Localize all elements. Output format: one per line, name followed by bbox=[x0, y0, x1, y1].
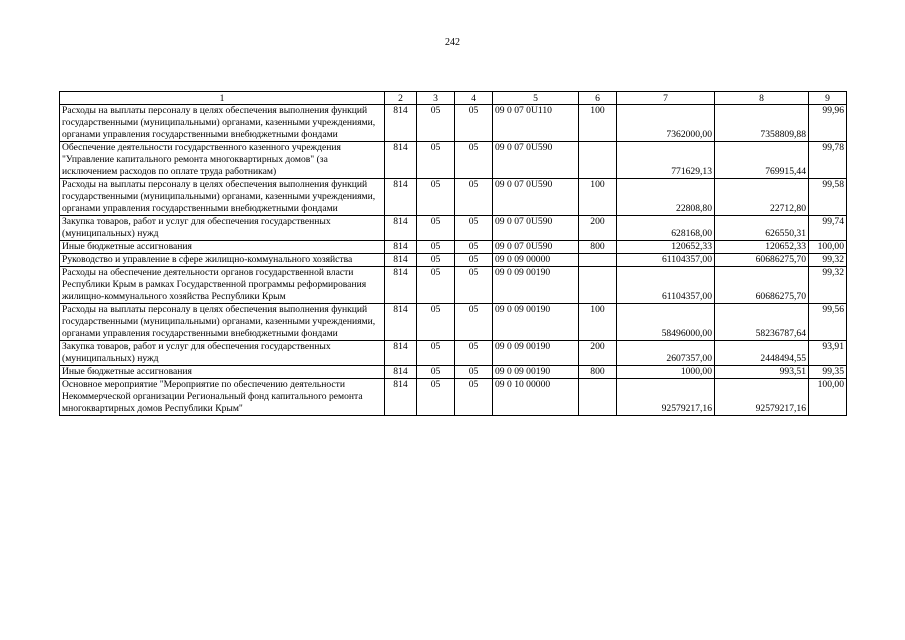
table-row bbox=[60, 341, 847, 366]
row-amount-planned: 1000,00 bbox=[617, 366, 715, 379]
row-code-4: 05 bbox=[455, 341, 493, 366]
column-header: 7 bbox=[617, 92, 715, 105]
row-code-4: 05 bbox=[455, 105, 493, 142]
row-code-6 bbox=[579, 379, 617, 416]
row-percent: 99,58 bbox=[809, 179, 847, 216]
row-percent: 99,74 bbox=[809, 216, 847, 241]
row-amount-executed: 993,51 bbox=[715, 366, 809, 379]
column-header: 3 bbox=[417, 92, 455, 105]
row-amount-executed: 2448494,55 bbox=[715, 341, 809, 366]
row-amount-planned: 2607357,00 bbox=[617, 341, 715, 366]
row-code-2: 814 bbox=[385, 142, 417, 179]
row-percent: 99,96 bbox=[809, 105, 847, 142]
row-code-2: 814 bbox=[385, 254, 417, 267]
column-header: 9 bbox=[809, 92, 847, 105]
budget-table bbox=[59, 91, 847, 416]
row-code-2: 814 bbox=[385, 379, 417, 416]
row-code-4: 05 bbox=[455, 304, 493, 341]
row-percent: 99,78 bbox=[809, 142, 847, 179]
row-amount-executed: 626550,31 bbox=[715, 216, 809, 241]
row-amount-planned: 628168,00 bbox=[617, 216, 715, 241]
row-amount-executed: 769915,44 bbox=[715, 142, 809, 179]
row-code-3: 05 bbox=[417, 105, 455, 142]
row-code-2: 814 bbox=[385, 341, 417, 366]
table-row bbox=[60, 304, 847, 341]
row-code-3: 05 bbox=[417, 142, 455, 179]
row-code-5: 09 0 07 0U590 bbox=[493, 241, 579, 254]
row-code-5: 09 0 09 00190 bbox=[493, 366, 579, 379]
row-code-6: 800 bbox=[579, 241, 617, 254]
column-header: 2 bbox=[385, 92, 417, 105]
row-description: Расходы на выплаты персоналу в целях обеспечения выполнения функций государственными (муниципальными) органами, казенными учреждениями, органами управления государственными внебюджетными фондами bbox=[60, 105, 385, 142]
row-amount-planned: 61104357,00 bbox=[617, 254, 715, 267]
row-amount-executed: 60686275,70 bbox=[715, 267, 809, 304]
row-amount-executed: 22712,80 bbox=[715, 179, 809, 216]
row-code-4: 05 bbox=[455, 216, 493, 241]
row-percent: 99,56 bbox=[809, 304, 847, 341]
row-description: Основное мероприятие "Мероприятие по обеспечению деятельности Некоммерческой организации Региональный фонд капитального ремонта многоквартирных домов Республики Крым" bbox=[60, 379, 385, 416]
row-code-6 bbox=[579, 254, 617, 267]
column-header: 1 bbox=[60, 92, 385, 105]
row-percent: 100,00 bbox=[809, 241, 847, 254]
column-header: 6 bbox=[579, 92, 617, 105]
row-code-3: 05 bbox=[417, 216, 455, 241]
row-percent: 93,91 bbox=[809, 341, 847, 366]
row-code-3: 05 bbox=[417, 341, 455, 366]
row-code-2: 814 bbox=[385, 304, 417, 341]
row-code-2: 814 bbox=[385, 105, 417, 142]
row-amount-planned: 61104357,00 bbox=[617, 267, 715, 304]
row-code-5: 09 0 10 00000 bbox=[493, 379, 579, 416]
table-header-row bbox=[60, 92, 847, 105]
row-code-2: 814 bbox=[385, 179, 417, 216]
row-amount-planned: 92579217,16 bbox=[617, 379, 715, 416]
row-description: Расходы на выплаты персоналу в целях обеспечения выполнения функций государственными (муниципальными) органами, казенными учреждениями, органами управления государственными внебюджетными фондами bbox=[60, 179, 385, 216]
row-amount-executed: 7358809,88 bbox=[715, 105, 809, 142]
row-code-5: 09 0 07 0U590 bbox=[493, 142, 579, 179]
row-code-6: 200 bbox=[579, 341, 617, 366]
row-code-2: 814 bbox=[385, 366, 417, 379]
row-code-3: 05 bbox=[417, 379, 455, 416]
row-code-3: 05 bbox=[417, 179, 455, 216]
row-code-4: 05 bbox=[455, 179, 493, 216]
row-code-4: 05 bbox=[455, 254, 493, 267]
row-amount-planned: 771629,13 bbox=[617, 142, 715, 179]
row-code-6: 100 bbox=[579, 304, 617, 341]
row-code-6 bbox=[579, 267, 617, 304]
row-code-6: 100 bbox=[579, 179, 617, 216]
page-number: 242 bbox=[445, 37, 460, 48]
row-percent: 99,32 bbox=[809, 254, 847, 267]
row-description: Руководство и управление в сфере жилищно-коммунального хозяйства bbox=[60, 254, 385, 267]
row-description: Обеспечение деятельности государственного казенного учреждения "Управление капитального ремонта многоквартирных домов" (за исключением расходов по оплате труда работникам) bbox=[60, 142, 385, 179]
row-amount-executed: 58236787,64 bbox=[715, 304, 809, 341]
column-header: 4 bbox=[455, 92, 493, 105]
column-header: 8 bbox=[715, 92, 809, 105]
row-code-3: 05 bbox=[417, 254, 455, 267]
row-description: Иные бюджетные ассигнования bbox=[60, 241, 385, 254]
column-header: 5 bbox=[493, 92, 579, 105]
row-amount-executed: 120652,33 bbox=[715, 241, 809, 254]
row-code-5: 09 0 09 00190 bbox=[493, 267, 579, 304]
row-description: Расходы на обеспечение деятельности органов государственной власти Республики Крым в рамках Государственной программы реформирования жилищно-коммунального хозяйства Республики Крым bbox=[60, 267, 385, 304]
row-description: Расходы на выплаты персоналу в целях обеспечения выполнения функций государственными (муниципальными) органами, казенными учреждениями, органами управления государственными внебюджетными фондами bbox=[60, 304, 385, 341]
row-amount-planned: 58496000,00 bbox=[617, 304, 715, 341]
table-row bbox=[60, 142, 847, 179]
row-code-3: 05 bbox=[417, 267, 455, 304]
row-amount-executed: 92579217,16 bbox=[715, 379, 809, 416]
row-code-6: 800 bbox=[579, 366, 617, 379]
table-row bbox=[60, 267, 847, 304]
row-description: Закупка товаров, работ и услуг для обеспечения государственных (муниципальных) нужд bbox=[60, 216, 385, 241]
row-code-2: 814 bbox=[385, 216, 417, 241]
row-code-4: 05 bbox=[455, 267, 493, 304]
row-code-5: 09 0 09 00190 bbox=[493, 341, 579, 366]
row-code-5: 09 0 09 00000 bbox=[493, 254, 579, 267]
row-code-4: 05 bbox=[455, 366, 493, 379]
table-row bbox=[60, 254, 847, 267]
row-amount-planned: 7362000,00 bbox=[617, 105, 715, 142]
row-code-2: 814 bbox=[385, 267, 417, 304]
row-percent: 100,00 bbox=[809, 379, 847, 416]
table-row bbox=[60, 241, 847, 254]
row-amount-executed: 60686275,70 bbox=[715, 254, 809, 267]
table-row bbox=[60, 179, 847, 216]
row-code-4: 05 bbox=[455, 241, 493, 254]
table-row bbox=[60, 105, 847, 142]
row-amount-planned: 120652,33 bbox=[617, 241, 715, 254]
row-code-5: 09 0 07 0U590 bbox=[493, 179, 579, 216]
table-row bbox=[60, 216, 847, 241]
row-code-3: 05 bbox=[417, 241, 455, 254]
row-code-3: 05 bbox=[417, 304, 455, 341]
row-percent: 99,32 bbox=[809, 267, 847, 304]
row-code-6: 100 bbox=[579, 105, 617, 142]
row-code-6 bbox=[579, 142, 617, 179]
row-code-4: 05 bbox=[455, 142, 493, 179]
row-description: Иные бюджетные ассигнования bbox=[60, 366, 385, 379]
row-code-2: 814 bbox=[385, 241, 417, 254]
table-row bbox=[60, 366, 847, 379]
table-row bbox=[60, 379, 847, 416]
row-percent: 99,35 bbox=[809, 366, 847, 379]
row-code-5: 09 0 07 0U110 bbox=[493, 105, 579, 142]
row-code-5: 09 0 09 00190 bbox=[493, 304, 579, 341]
row-amount-planned: 22808,80 bbox=[617, 179, 715, 216]
row-code-6: 200 bbox=[579, 216, 617, 241]
row-description: Закупка товаров, работ и услуг для обеспечения государственных (муниципальных) нужд bbox=[60, 341, 385, 366]
row-code-3: 05 bbox=[417, 366, 455, 379]
row-code-4: 05 bbox=[455, 379, 493, 416]
row-code-5: 09 0 07 0U590 bbox=[493, 216, 579, 241]
